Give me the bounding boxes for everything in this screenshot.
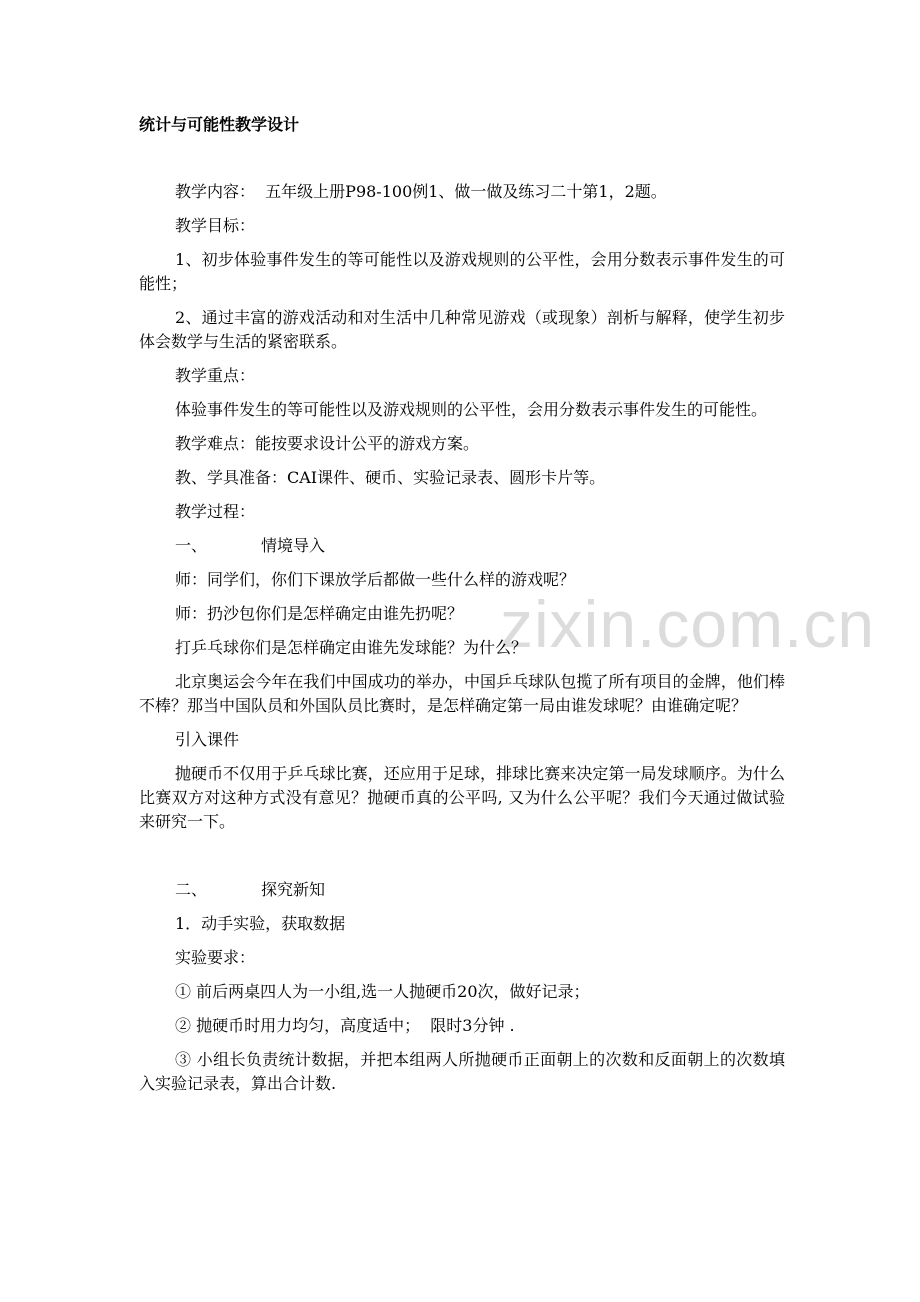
paragraph-content: 教学内容： 五年级上册P98-100例1、做一做及练习二十第1，2题。 (175, 182, 667, 201)
paragraph-objectives-label: 教学目标： (175, 216, 256, 235)
document-title: 统计与可能性教学设计 (139, 115, 300, 134)
paragraph-requirement-3: ③ 小组长负责统计数据，并把本组两人所抛硬币正面朝上的次数和反面朝上的次数填入实验记录表，算出合计数. (139, 1050, 785, 1093)
section-heading-1 (139, 534, 785, 558)
paragraph-teacher-1: 师：同学们，你们下课放学后都做一些什么样的游戏呢？ (175, 570, 576, 589)
section-heading-2 (139, 878, 785, 902)
document-body (139, 180, 785, 1106)
paragraph-pingpong: 打乒乓球你们是怎样确定由谁先发球能？为什么？ (175, 638, 528, 657)
section-number-1: 一、 (175, 536, 208, 555)
paragraph-key-label: 教学重点： (175, 366, 256, 385)
paragraph-requirements-label: 实验要求： (175, 948, 256, 967)
section-number-2: 二、 (175, 880, 208, 899)
paragraph-process-label: 教学过程： (175, 502, 256, 521)
paragraph-coin-intro: 抛硬币不仅用于乒乓球比赛，还应用于足球，排球比赛来决定第一局发球顺序。为什么比赛双方对这种方式没有意见？抛硬币真的公平吗, 又为什么公平呢？我们今天通过做试验来研究一下。 (139, 764, 785, 831)
paragraph-difficulty: 教学难点：能按要求设计公平的游戏方案。 (175, 434, 480, 453)
paragraph-experiment: 1．动手实验，获取数据 (175, 914, 346, 933)
paragraph-olympics: 北京奥运会今年在我们中国成功的举办，中国乒乓球队包揽了所有项目的金牌，他们棒不棒？那当中国队员和外国队员比赛时，是怎样确定第一局由谁发球呢？由谁确定呢？ (139, 672, 785, 715)
section-title-2: 探究新知 (261, 880, 326, 899)
paragraph-teacher-2: 师：扔沙包你们是怎样确定由谁先扔呢？ (175, 604, 464, 623)
paragraph-requirement-2: ② 抛硬币时用力均匀，高度适中； 限时3分钟 . (175, 1016, 515, 1035)
watermark: zixin.com.cn (500, 587, 876, 661)
paragraph-requirement-1: ① 前后两桌四人为一小组,选一人抛硬币20次，做好记录； (175, 982, 590, 1001)
section-title-1: 情境导入 (261, 536, 326, 555)
paragraph-materials: 教、学具准备：CAI课件、硬币、实验记录表、圆形卡片等。 (175, 468, 606, 487)
paragraph-key: 体验事件发生的等可能性以及游戏规则的公平性，会用分数表示事件发生的可能性。 (175, 400, 768, 419)
paragraph-objective-2: 2、通过丰富的游戏活动和对生活中几种常见游戏（或现象）剖析与解释，使学生初步体会数学与生活的紧密联系。 (139, 308, 785, 351)
blank-line (139, 844, 785, 878)
paragraph-objective-1: 1、初步体验事件发生的等可能性以及游戏规则的公平性，会用分数表示事件发生的可能性； (139, 250, 785, 293)
paragraph-courseware: 引入课件 (175, 730, 240, 749)
